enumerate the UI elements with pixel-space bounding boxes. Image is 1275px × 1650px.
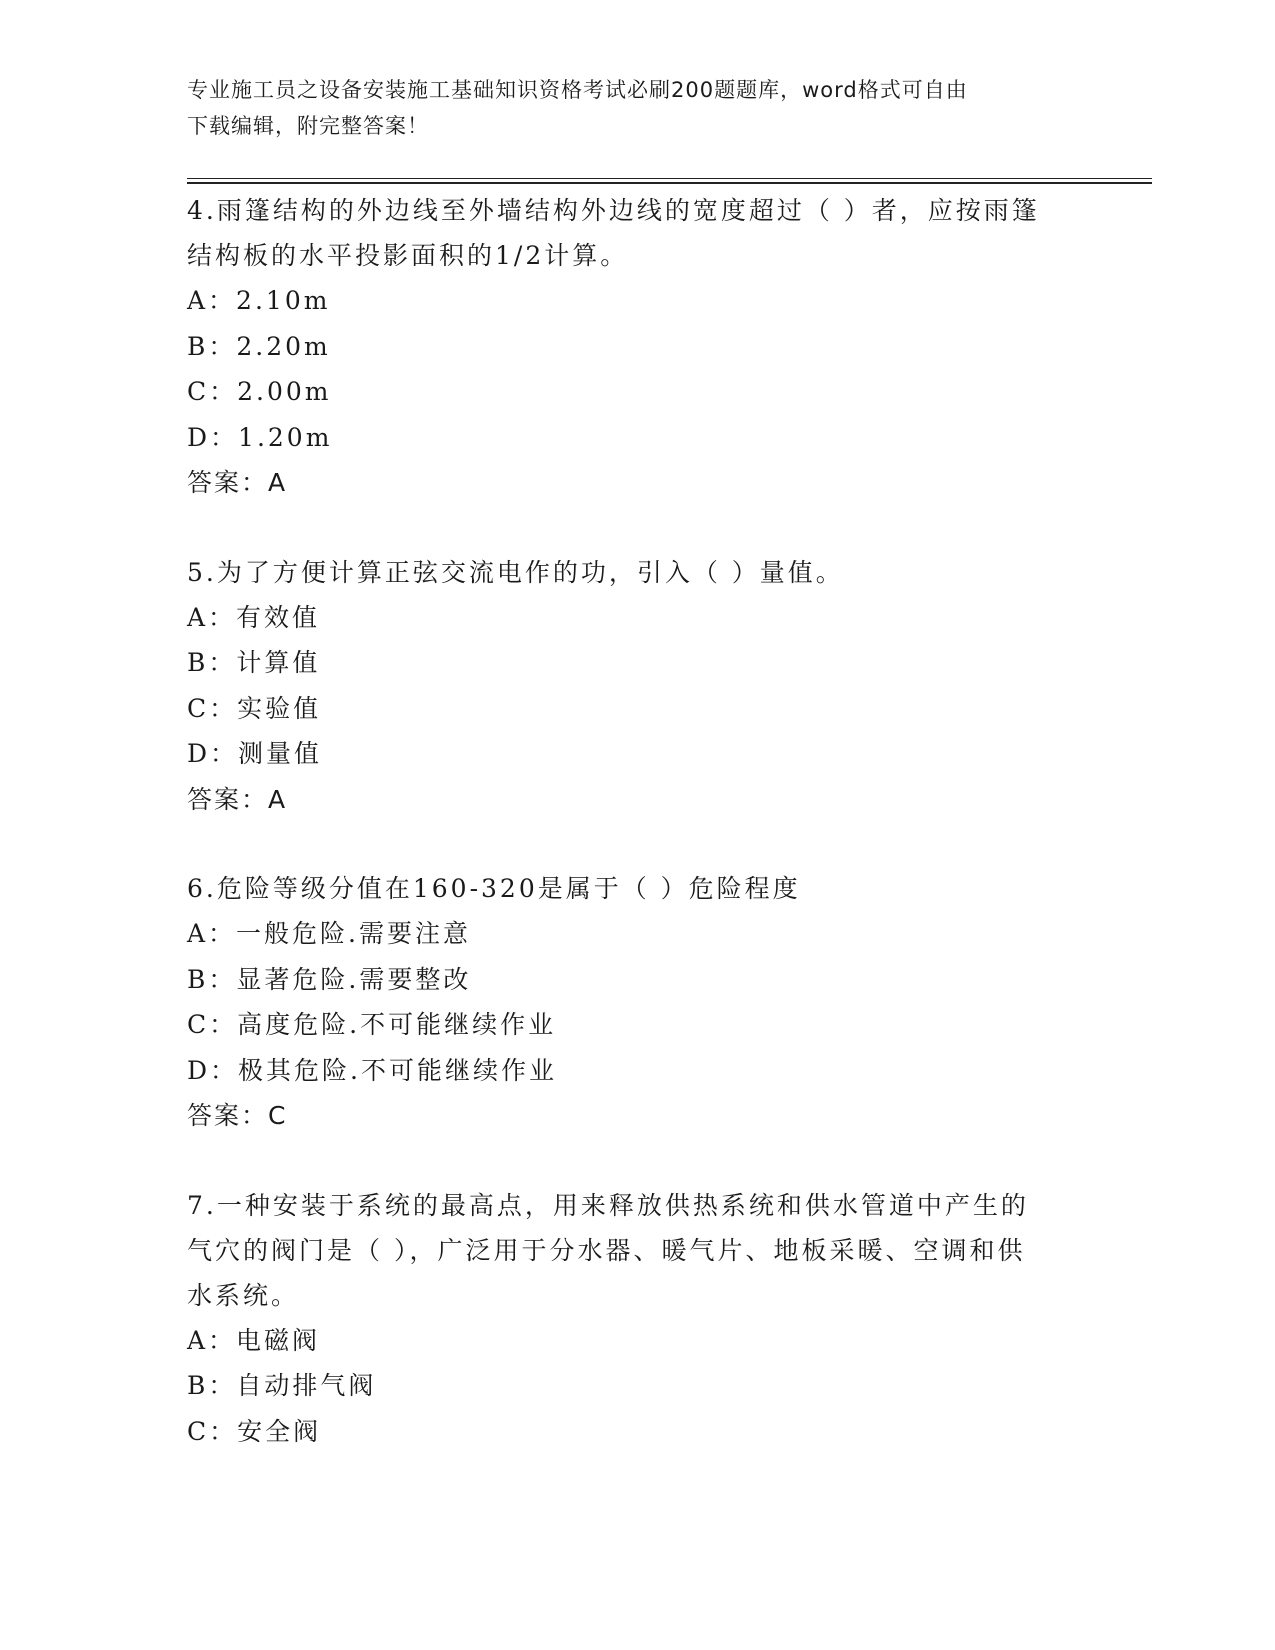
question-stem-line: 气穴的阀门是（ ），广泛用于分水器、暖气片、地板采暖、空调和供 xyxy=(187,1235,1026,1265)
option-a: A：电磁阀 xyxy=(187,1325,321,1355)
option-d: D：1.20m xyxy=(187,422,333,452)
question-block xyxy=(187,188,1087,506)
question-stem-line: 结构板的水平投影面积的1/2计算。 xyxy=(187,241,629,270)
answer-line: 答案：A xyxy=(187,468,288,497)
option-c: C：实验值 xyxy=(187,693,322,723)
question-block xyxy=(187,550,1087,823)
option-c: C：2.00m xyxy=(187,377,332,406)
answer-line: 答案：A xyxy=(187,784,288,814)
option-a: A：2.10m xyxy=(187,286,331,315)
answer-line: 答案：C xyxy=(187,1101,288,1130)
question-stem-line: 5.为了方便计算正弦交流电作的功，引入（ ）量值。 xyxy=(187,557,844,587)
question-block xyxy=(187,866,1087,1139)
question-list xyxy=(187,188,1087,1454)
header-rule-thick xyxy=(187,182,1152,184)
header-line-2: 下载编辑，附完整答案！ xyxy=(187,114,429,138)
option-a: A：一般危险.需要注意 xyxy=(187,919,472,948)
option-c: C：高度危险.不可能继续作业 xyxy=(187,1010,557,1039)
question-stem-line: 4.雨篷结构的外边线至外墙结构外边线的宽度超过（ ）者，应按雨篷 xyxy=(187,196,1040,225)
question-block xyxy=(187,1183,1087,1455)
option-b: B：计算值 xyxy=(187,648,321,677)
option-d: D：测量值 xyxy=(187,739,323,768)
option-b: B：显著危险.需要整改 xyxy=(187,964,472,994)
header-line-1: 专业施工员之设备安装施工基础知识资格考试必刷200题题库，word格式可自由 xyxy=(187,78,968,102)
question-stem-line: 7.一种安装于系统的最高点，用来释放供热系统和供水管道中产生的 xyxy=(187,1190,1029,1220)
option-b: B：2.20m xyxy=(187,331,331,361)
option-d: D：极其危险.不可能继续作业 xyxy=(187,1055,557,1085)
question-stem-line: 6.危险等级分值在160-320是属于（ ）危险程度 xyxy=(187,874,801,903)
option-c: C：安全阀 xyxy=(187,1416,322,1446)
header-rule-thin xyxy=(187,178,1152,179)
option-a: A：有效值 xyxy=(187,602,321,632)
question-stem-line: 水系统。 xyxy=(187,1280,300,1310)
option-b: B：自动排气阀 xyxy=(187,1371,377,1400)
document-header xyxy=(187,72,1067,144)
